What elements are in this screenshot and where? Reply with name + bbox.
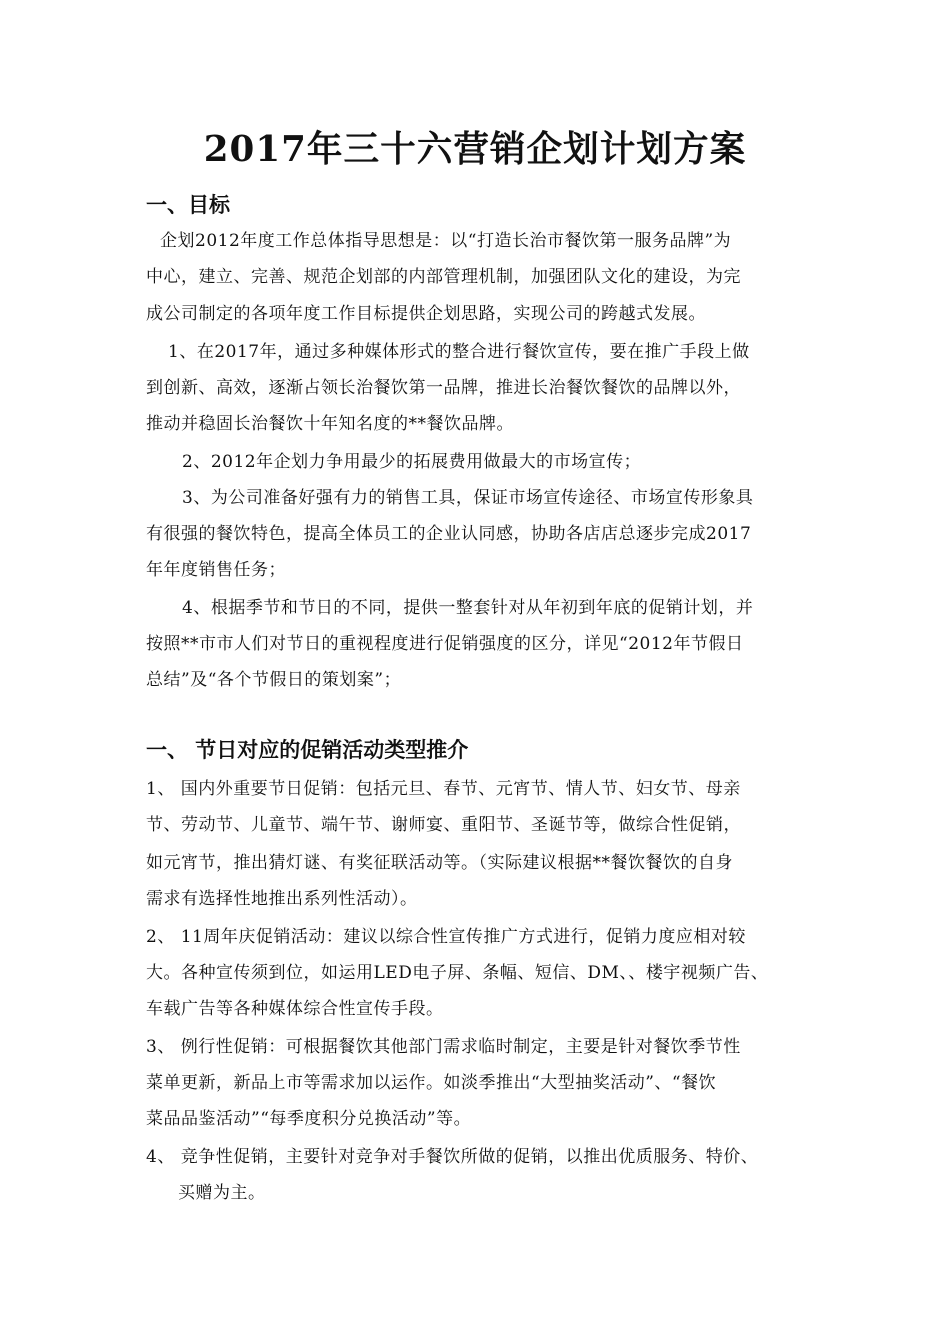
paragraph-line: 如元宵节，推出猜灯谜、有奖征联活动等。（实际建议根据**餐饮餐饮的自身 bbox=[146, 853, 733, 873]
paragraph-line: 2、 11周年庆促销活动：建议以综合性宣传推广方式进行，促销力度应相对较 bbox=[146, 927, 746, 947]
paragraph-line: 推动并稳固长治餐饮十年知名度的**餐饮品牌。 bbox=[146, 414, 514, 434]
paragraph-line: 2、2012年企划力争用最少的拓展费用做最大的市场宣传； bbox=[182, 452, 642, 472]
paragraph-line: 3、为公司准备好强有力的销售工具，保证市场宣传途径、市场宣传形象具 bbox=[182, 488, 754, 508]
paragraph-line: 4、 竞争性促销，主要针对竞争对手餐饮所做的促销，以推出优质服务、特价、 bbox=[146, 1147, 759, 1167]
paragraph-line: 车载广告等各种媒体综合性宣传手段。 bbox=[146, 999, 444, 1019]
paragraph-line: 节、劳动节、儿童节、端午节、谢师宴、重阳节、圣诞节等，做综合性促销， bbox=[146, 815, 741, 835]
paragraph-line: 中心，建立、完善、规范企划部的内部管理机制，加强团队文化的建设，为完 bbox=[146, 267, 741, 287]
paragraph-line: 年年度销售任务； bbox=[146, 560, 286, 580]
paragraph-line: 4、根据季节和节日的不同，提供一整套针对从年初到年底的促销计划，并 bbox=[182, 598, 754, 618]
paragraph-line: 菜单更新，新品上市等需求加以运作。如淡季推出“大型抽奖活动”、“餐饮 bbox=[146, 1073, 717, 1093]
paragraph-line: 企划2012年度工作总体指导思想是：以“打造长治市餐饮第一服务品牌”为 bbox=[160, 231, 732, 251]
paragraph-line: 总结”及“各个节假日的策划案”； bbox=[146, 670, 402, 690]
paragraph-line: 按照**市市人们对节日的重视程度进行促销强度的区分，详见“2012年节假日 bbox=[146, 634, 744, 654]
paragraph-line: 有很强的餐饮特色，提高全体员工的企业认同感，协助各店店总逐步完成2017 bbox=[146, 524, 752, 544]
paragraph-line: 3、 例行性促销：可根据餐饮其他部门需求临时制定，主要是针对餐饮季节性 bbox=[146, 1037, 741, 1057]
section-heading-promotions: 一、 节日对应的促销活动类型推介 bbox=[146, 737, 469, 762]
page-title: 2017年三十六营销企划计划方案 bbox=[203, 129, 747, 170]
paragraph-line: 买赠为主。 bbox=[178, 1183, 266, 1203]
section-heading-goals: 一、目标 bbox=[146, 192, 230, 217]
paragraph-line: 需求有选择性地推出系列性活动）。 bbox=[146, 889, 418, 909]
paragraph-line: 到创新、高效，逐渐占领长治餐饮第一品牌，推进长治餐饮餐饮的品牌以外， bbox=[146, 378, 741, 398]
paragraph-line: 成公司制定的各项年度工作目标提供企划思路，实现公司的跨越式发展。 bbox=[146, 304, 706, 324]
paragraph-line: 1、 国内外重要节日促销：包括元旦、春节、元宵节、情人节、妇女节、母亲 bbox=[146, 779, 741, 799]
paragraph-line: 菜品品鉴活动”“每季度积分兑换活动”等。 bbox=[146, 1109, 472, 1129]
paragraph-line: 大。各种宣传须到位，如运用LED电子屏、条幅、短信、DM、、楼宇视频广告、 bbox=[146, 963, 769, 983]
paragraph-line: 1、在2017年，通过多种媒体形式的整合进行餐饮宣传，要在推广手段上做 bbox=[168, 342, 750, 362]
